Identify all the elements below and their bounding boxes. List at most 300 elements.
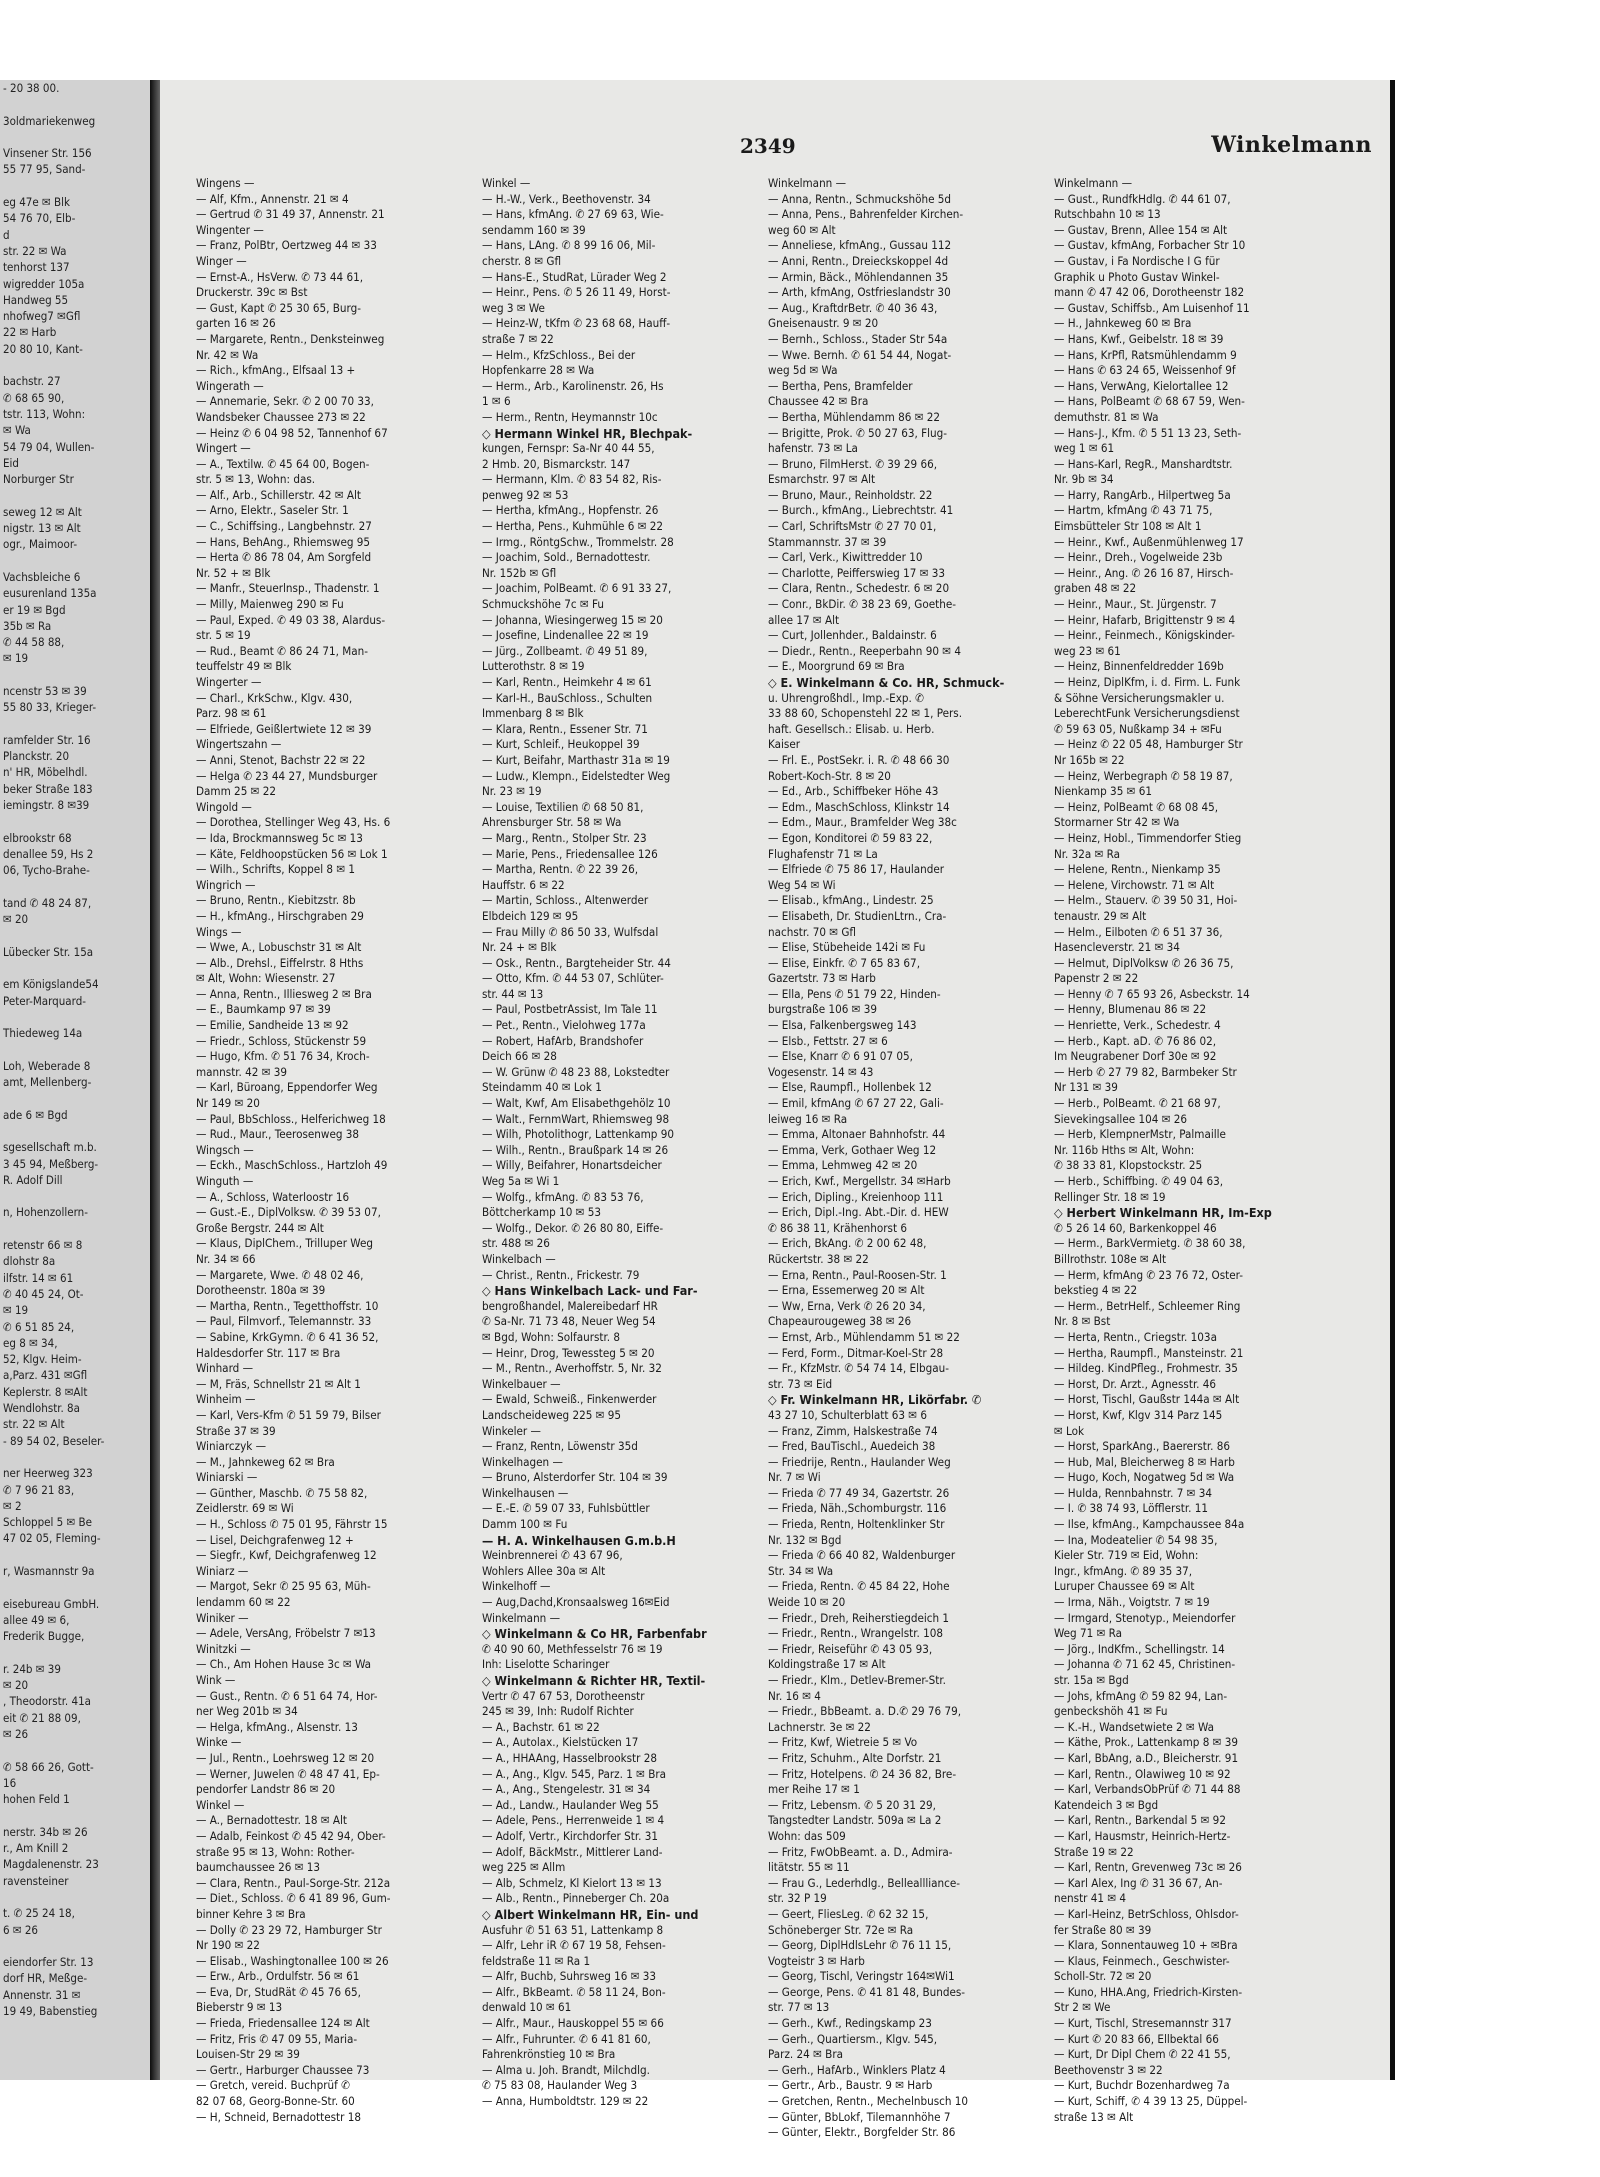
directory-entry-line: Sievekingsallee 104 ✉ 26: [1054, 1111, 1188, 1126]
directory-entry-line: Robert-Koch-Str. 8 ✉ 20: [768, 768, 891, 783]
directory-entry-line: weg 225 ✉ Allm: [482, 1860, 566, 1875]
directory-entry-line: u. Uhrengroßhdl., Imp.-Exp. ✆: [768, 690, 924, 705]
directory-entry-line: — Fritz, FwObBeamt. a. D., Admira-: [768, 1844, 953, 1859]
left-page-line: ✆ 7 96 21 83,: [3, 1482, 75, 1497]
directory-entry-line: — Heinz, DiplKfm, i. d. Firm. L. Funk: [1054, 675, 1241, 689]
directory-entry-line: denwald 10 ✉ 61: [482, 2000, 572, 2015]
directory-entry-line: — Gretchen, Rentn., Mechelnbusch 10: [768, 2094, 969, 2109]
directory-entry-line: Hopfenkarre 28 ✉ Wa: [482, 363, 595, 378]
directory-entry-line: — Johs, kfmAng ✆ 59 82 94, Lan-: [1054, 1688, 1228, 1703]
directory-entry-line: Nienkamp 35 ✉ 61: [1054, 784, 1152, 799]
directory-entry-line: Nr 149 ✉ 20: [196, 1096, 260, 1111]
directory-entry-line: — Edm., MaschSchloss, Klinkstr 14: [768, 799, 950, 814]
left-page-line: [0, 1889, 150, 1905]
left-page-line: [0, 813, 150, 829]
directory-entry-line: — Henny, Blumenau 86 ✉ 22: [1054, 1002, 1207, 1017]
directory-entry-line: Winheim —: [196, 1392, 256, 1407]
left-page-line: Thiedeweg 14a: [3, 1026, 83, 1041]
left-page-line: [0, 1123, 150, 1139]
directory-entry-line: — I. ✆ 38 74 93, Löfflerstr. 11: [1054, 1501, 1208, 1516]
left-page-line: , Theodorstr. 41a: [3, 1694, 92, 1709]
directory-entry-line: — Horst, SparkAng., Baererstr. 86: [1054, 1439, 1231, 1454]
directory-entry-line: — Ernst-A., HsVerw. ✆ 73 44 61,: [196, 269, 364, 284]
left-page-line: - 20 38 00.: [3, 81, 60, 95]
directory-entry-line: — Kurt ✆ 20 83 66, Ellbektal 66: [1054, 2031, 1219, 2046]
left-page-line: amt, Mellenberg-: [3, 1075, 92, 1090]
directory-entry-line: Nr. 52 + ✉ Blk: [196, 565, 271, 580]
directory-entry-line: Eimsbütteler Str 108 ✉ Alt 1: [1054, 519, 1202, 534]
left-page-line: wigredder 105a: [3, 276, 85, 291]
directory-entry-line: — Aug,Dachd,Kronsaalsweg 16✉Eid: [482, 1595, 670, 1610]
directory-entry-line: — Alfr., Maur., Hauskoppel 55 ✉ 66: [482, 2016, 664, 2031]
directory-entry-line: Parz. 24 ✉ Bra: [768, 2047, 844, 2062]
directory-entry-line: Rückertstr. 38 ✉ 22: [768, 1251, 869, 1266]
column-3: [768, 176, 1026, 2140]
directory-entry-line: — George, Pens. ✆ 41 81 48, Bundes-: [768, 1984, 966, 1999]
directory-entry-line: — Hugo, Koch, Nogatweg 5d ✉ Wa: [1054, 1470, 1235, 1485]
directory-entry-line: Winkelhoff —: [482, 1579, 551, 1594]
directory-entry-line: — Henny ✆ 7 65 93 26, Asbeckstr. 14: [1054, 986, 1250, 1001]
directory-entry-line: — H.-W., Verk., Beethovenstr. 34: [482, 191, 651, 206]
directory-entry-line: — Frieda, Rentn, Holtenklinker Str: [768, 1517, 945, 1532]
directory-entry-line: — Paul, PostbetrAssist, Im Tale 11: [482, 1002, 658, 1017]
directory-entry-line: haft. Gesellsch.: Elisab. u. Herb.: [768, 721, 935, 736]
left-page-line: 47 02 05, Fleming-: [3, 1531, 101, 1546]
directory-entry-line: — Emma, Verk, Gothaer Weg 12: [768, 1142, 937, 1157]
directory-entry-line: — E., Baumkamp 97 ✉ 39: [196, 1002, 331, 1017]
left-page-line: seweg 12 ✉ Alt: [3, 504, 82, 519]
directory-entry-line: genbeckshöh 41 ✉ Fu: [1054, 1704, 1168, 1719]
directory-entry-line: — Fritz, Kwf, Wietreie 5 ✉ Vo: [768, 1735, 918, 1750]
directory-entry-line: Lutterothstr. 8 ✉ 19: [482, 659, 585, 674]
directory-entry-line: ✆ 59 63 05, Nußkamp 34 + ✉Fu: [1054, 721, 1222, 736]
directory-entry-line: — Helga, kfmAng., Alsenstr. 13: [196, 1719, 358, 1734]
directory-entry-line: — Fritz, Lebensm. ✆ 5 20 31 29,: [768, 1797, 936, 1812]
directory-entry-line: Wink —: [196, 1673, 236, 1687]
directory-entry-line: — Ewald, Schweiß., Finkenwerder: [482, 1392, 657, 1407]
directory-entry-line: — Alf., Arb., Schillerstr. 42 ✉ Alt: [196, 487, 362, 502]
left-page-line: [0, 96, 150, 112]
directory-entry-line: — Herb., Schiffbing. ✆ 49 04 63,: [1054, 1174, 1224, 1188]
directory-entry-line: — Günter, BbLokf, Tilemannhöhe 7: [768, 2109, 951, 2124]
directory-entry-line: Str. 34 ✉ Wa: [768, 1563, 834, 1578]
directory-entry-line: weg 1 ✉ 61: [1054, 441, 1115, 456]
left-page-line: Keplerstr. 8 ✉Alt: [3, 1384, 88, 1399]
left-page-line: retenstr 66 ✉ 8: [3, 1238, 83, 1253]
directory-entry-line: str. 32 P 19: [768, 1891, 827, 1906]
directory-entry-line: pendorfer Landstr 86 ✉ 20: [196, 1782, 336, 1797]
directory-entry-line: — A., Ang., Stengelestr. 31 ✉ 34: [482, 1782, 651, 1797]
directory-entry-line: — Alb., Drehsl., Eiffelrstr. 8 Hths: [196, 955, 364, 970]
directory-entry-line: — Else, Raumpfl., Hollenbek 12: [768, 1080, 932, 1095]
directory-entry-line: — Ilse, kfmAng., Kampchaussee 84a: [1054, 1517, 1245, 1532]
directory-entry-line: — Milly, Maienweg 290 ✉ Fu: [196, 597, 344, 612]
directory-entry-line: — Klaus, Feinmech., Geschwister-: [1054, 1953, 1230, 1968]
directory-entry-line: — Ella, Pens ✆ 51 79 22, Hinden-: [768, 986, 941, 1001]
directory-entry-line: — Elsa, Falkenbergsweg 143: [768, 1018, 917, 1033]
directory-entry-line: — Fred, BauTischl., Auedeich 38: [768, 1439, 936, 1454]
directory-entry-line: — Ferd, Form., Ditmar-Koel-Str 28: [768, 1345, 944, 1360]
column-2: [482, 176, 740, 2109]
directory-entry-line: — Heinr., Kwf., Außenmühlenweg 17: [1054, 534, 1244, 549]
directory-entry-line: — Klara, Sonnentauweg 10 + ✉Bra: [1054, 1938, 1238, 1953]
directory-entry-line: — Friedr, Reiseführ ✆ 43 05 93,: [768, 1641, 933, 1656]
directory-entry-line: — Dolly ✆ 23 29 72, Hamburger Str: [196, 1922, 382, 1937]
left-page-line: ✉ 19: [3, 651, 29, 666]
directory-entry-line: — Marie, Pens., Friedensallee 126: [482, 846, 658, 861]
directory-entry-line: str. 44 ✉ 13: [482, 986, 544, 1001]
directory-entry-line: — Herb ✆ 27 79 82, Barmbeker Str: [1054, 1064, 1237, 1079]
directory-entry-line: ◇ Winkelmann & Richter HR, Textil-: [482, 1673, 706, 1688]
directory-entry-line: Stormarner Str 42 ✉ Wa: [1054, 815, 1180, 830]
directory-entry-line: ✆ 86 38 11, Krähenhorst 6: [768, 1220, 908, 1235]
directory-entry-line: Winkel —: [482, 176, 531, 190]
directory-entry-line: Parz. 98 ✉ 61: [196, 706, 267, 721]
directory-entry-line: — Helene, Virchowstr. 71 ✉ Alt: [1054, 877, 1215, 892]
directory-entry-line: sendamm 160 ✉ 39: [482, 222, 586, 237]
directory-entry-line: — Hans, kfmAng. ✆ 27 69 63, Wie-: [482, 207, 664, 222]
directory-entry-line: — Frau Milly ✆ 86 50 33, Wulfsdal: [482, 924, 659, 939]
directory-entry-line: — Irma, Näh., Voigtstr. 7 ✉ 19: [1054, 1595, 1210, 1610]
directory-entry-line: — Bruno, Rentn., Kiebitzstr. 8b: [196, 893, 356, 908]
directory-entry-line: — Wilh, Photolithogr, Lattenkamp 90: [482, 1127, 674, 1142]
directory-entry-line: Winkelmann —: [768, 176, 847, 190]
directory-entry-line: mann ✆ 47 42 06, Dorotheenstr 182: [1054, 285, 1245, 300]
directory-entry-line: — Herm., BetrHelf., Schleemer Ring: [1054, 1298, 1241, 1313]
directory-entry-line: — Clara, Rentn., Paul-Sorge-Str. 212a: [196, 1875, 391, 1890]
directory-entry-line: — Ida, Brockmannsweg 5c ✉ 13: [196, 830, 363, 845]
directory-entry-line: Vertr ✆ 47 67 53, Dorotheenstr: [482, 1688, 645, 1703]
left-page-line: beker Straße 183: [3, 781, 93, 796]
column-1: [196, 176, 454, 2124]
directory-entry-line: — Gustav, Schiffsb., Am Luisenhof 11: [1054, 300, 1250, 315]
directory-entry-line: — Geert, FliesLeg. ✆ 62 32 15,: [768, 1906, 929, 1921]
directory-entry-line: — W. Grünw ✆ 48 23 88, Lokstedter: [482, 1064, 670, 1079]
directory-entry-line: — Herta, Rentn., Criegstr. 103a: [1054, 1329, 1217, 1344]
directory-entry-line: — Martin, Schloss., Altenwerder: [482, 893, 649, 908]
directory-entry-line: — Martha, Rentn., Tegetthoffstr. 10: [196, 1298, 379, 1313]
directory-entry-line: 1 ✉ 6: [482, 394, 511, 409]
left-page-line: ramfelder Str. 16: [3, 732, 91, 747]
directory-entry-line: — Günter, Elektr., Borgfelder Str. 86: [768, 2125, 956, 2140]
directory-entry-line: — Else, Knarr ✆ 6 91 07 05,: [768, 1049, 913, 1064]
left-page-line: Planckstr. 20: [3, 749, 70, 764]
directory-entry-line: — Arth, kfmAng, Ostfrieslandstr 30: [768, 285, 951, 300]
directory-entry-line: — Klara, Rentn., Essener Str. 71: [482, 721, 648, 736]
left-page-line: [0, 1645, 150, 1661]
left-page-line: eusurenland 135a: [3, 586, 97, 601]
directory-entry-line: — Willy, Beifahrer, Honartsdeicher: [482, 1158, 662, 1173]
left-page-line: 19 49, Babenstieg: [3, 2004, 98, 2019]
directory-entry-line: Winke —: [196, 1735, 242, 1750]
directory-entry-line: Katendeich 3 ✉ Bgd: [1054, 1797, 1159, 1812]
directory-entry-line: mer Reihe 17 ✉ 1: [768, 1782, 860, 1797]
directory-entry-line: Kaiser: [768, 737, 801, 752]
directory-entry-line: kungen, Fernspr: Sa-Nr 40 44 55,: [482, 441, 655, 456]
directory-entry-line: — A., Schloss, Waterloostr 16: [196, 1189, 350, 1204]
directory-entry-line: & Söhne Versicherungsmakler u.: [1054, 690, 1225, 705]
directory-entry-line: Fahrenkrönstieg 10 ✉ Bra: [482, 2047, 616, 2062]
directory-entry-line: Nr. 34 ✉ 66: [196, 1251, 256, 1266]
left-page-line: 3 45 94, Meßberg-: [3, 1156, 99, 1171]
directory-entry-line: — Margarete, Rentn., Denksteinweg: [196, 331, 385, 346]
directory-entry-line: — Jörg., IndKfm., Schellingstr. 14: [1054, 1641, 1225, 1656]
directory-entry-line: Wingsch —: [196, 1142, 254, 1157]
directory-entry-line: Ingr., kfmAng. ✆ 89 35 37,: [1054, 1563, 1193, 1578]
left-page-line: ncenstr 53 ✉ 39: [3, 683, 87, 698]
directory-entry-line: — Burch., kfmAng., Liebrechtstr. 41: [768, 503, 954, 518]
directory-entry-line: — Johanna ✆ 71 62 45, Christinen-: [1054, 1657, 1236, 1672]
directory-entry-line: mannstr. 42 ✉ 39: [196, 1064, 288, 1079]
left-page-line: [0, 1579, 150, 1595]
left-page-line: r., Am Knill 2: [3, 1841, 69, 1856]
directory-entry-line: — Heinz ✆ 22 05 48, Hamburger Str: [1054, 737, 1243, 752]
left-page-line: [0, 927, 150, 943]
directory-entry-line: — Bruno, Alsterdorfer Str. 104 ✉ 39: [482, 1470, 668, 1485]
left-page-line: Frederik Bugge,: [3, 1629, 85, 1644]
directory-entry-line: Winiarz —: [196, 1563, 249, 1578]
directory-entry-line: Scholl-Str. 72 ✉ 20: [1054, 1969, 1152, 1984]
directory-entry-line: — Helm., Stauerv. ✆ 39 50 31, Hoi-: [1054, 893, 1238, 908]
directory-entry-line: Nr. 23 ✉ 19: [482, 784, 542, 799]
left-page-line: [0, 178, 150, 194]
directory-entry-line: Winkelbauer —: [482, 1376, 561, 1391]
directory-entry-line: Kieler Str. 719 ✉ Eid, Wohn:: [1054, 1548, 1199, 1563]
directory-entry-line: — Sabine, KrkGymn. ✆ 6 41 36 52,: [196, 1329, 379, 1344]
directory-entry-line: — Margot, Sekr ✆ 25 95 63, Müh-: [196, 1579, 371, 1594]
directory-entry-line: — Aug., KraftdrBetr. ✆ 40 36 43,: [768, 300, 938, 315]
left-page-line: 6 ✉ 26: [3, 1922, 38, 1937]
directory-entry-line: Wingerath —: [196, 378, 264, 393]
directory-entry-line: — Erna, Essemerweg 20 ✉ Alt: [768, 1283, 925, 1298]
directory-entry-line: Winiker —: [196, 1610, 249, 1625]
directory-entry-line: Nr. 132 ✉ Bgd: [768, 1532, 842, 1547]
directory-entry-line: weg 5d ✉ Wa: [768, 363, 838, 378]
directory-entry-line: — Anna, Rentn., Schmuckshöhe 5d: [768, 191, 952, 206]
directory-entry-line: — Bertha, Mühlendamm 86 ✉ 22: [768, 409, 941, 424]
directory-entry-line: — Christ., Rentn., Frickestr. 79: [482, 1267, 640, 1282]
directory-entry-line: Winkel —: [196, 1797, 245, 1812]
directory-entry-line: Koldingstraße 17 ✉ Alt: [768, 1657, 886, 1672]
directory-entry-line: ✆ Sa-Nr. 71 73 48, Neuer Weg 54: [482, 1314, 656, 1329]
directory-entry-line: — Fritz, Schuhm., Alte Dorfstr. 21: [768, 1750, 942, 1765]
directory-entry-line: — Franz, Zimm, Halskestraße 74: [768, 1423, 938, 1438]
directory-entry-line: — Hans, LAng. ✆ 8 99 16 06, Mil-: [482, 238, 656, 253]
directory-entry-line: leiweg 16 ✉ Ra: [768, 1111, 848, 1126]
directory-entry-line: Winitzki —: [196, 1641, 251, 1656]
left-page-line: [0, 1188, 150, 1204]
directory-entry-line: — Hertha, Raumpfl., Mansteinstr. 21: [1054, 1345, 1244, 1360]
directory-entry-line: — Karl, Büroang, Eppendorfer Weg: [196, 1080, 378, 1095]
directory-entry-line: — Werner, Juwelen ✆ 48 47 41, Ep-: [196, 1766, 380, 1781]
directory-entry-line: — Diet., Schloss. ✆ 6 41 89 96, Gum-: [196, 1891, 391, 1906]
left-page-line: eisebureau GmbH.: [3, 1596, 100, 1611]
directory-entry-line: Winkelhagen —: [482, 1454, 563, 1469]
directory-entry-line: — Frieda ✆ 66 40 82, Waldenburger: [768, 1548, 956, 1563]
directory-entry-line: — Alb, Schmelz, Kl Kielort 13 ✉ 13: [482, 1875, 662, 1890]
directory-entry-line: Inh: Liselotte Scharinger: [482, 1657, 610, 1672]
directory-entry-line: — Erna, Rentn., Paul-Roosen-Str. 1: [768, 1267, 947, 1282]
left-page-line: iemingstr. 8 ✉39: [3, 798, 90, 813]
directory-entry-line: ◇ Fr. Winkelmann HR, Likörfabr. ✆: [768, 1392, 982, 1408]
directory-entry-line: — Walt, Kwf, Am Elisabethgehölz 10: [482, 1096, 671, 1111]
directory-entry-line: — Alfr., BkBeamt. ✆ 58 11 24, Bon-: [482, 1984, 666, 1999]
directory-entry-line: garten 16 ✉ 26: [196, 316, 276, 331]
directory-entry-line: Rutschbahn 10 ✉ 13: [1054, 207, 1161, 222]
directory-entry-line: — Georg, DiplHdlsLehr ✆ 76 11 15,: [768, 1938, 952, 1953]
left-page-line: Wendlohstr. 8a: [3, 1401, 80, 1416]
directory-entry-line: str. 5 ✉ 13, Wohn: das.: [196, 472, 316, 487]
directory-entry-line: — Alf, Kfm., Annenstr. 21 ✉ 4: [196, 191, 349, 206]
left-page-line: eg 47e ✉ Blk: [3, 195, 70, 210]
left-page-line: dlohstr 8a: [3, 1254, 56, 1269]
directory-entry-line: — Heinr., Pens. ✆ 5 26 11 49, Horst-: [482, 285, 671, 300]
directory-entry-line: Graphik u Photo Gustav Winkel-: [1054, 269, 1220, 284]
directory-entry-line: — Arno, Elektr., Saseler Str. 1: [196, 503, 349, 518]
directory-entry-line: Landscheideweg 225 ✉ 95: [482, 1407, 622, 1422]
directory-entry-line: Wingertszahn —: [196, 737, 282, 752]
directory-entry-line: Wohn: das 509: [768, 1828, 846, 1843]
directory-entry-line: — Curt, Jollenhder., Baldainstr. 6: [768, 628, 937, 643]
left-page-line: str. 22 ✉ Wa: [3, 243, 67, 258]
directory-entry-line: — Dorothea, Stellinger Weg 43, Hs. 6: [196, 815, 391, 830]
left-page-line: 54 76 70, Elb-: [3, 211, 76, 226]
left-page-line: ade 6 ✉ Bgd: [3, 1107, 68, 1122]
left-page-line: [0, 1042, 150, 1058]
directory-entry-line: — Gust, Kapt ✆ 25 30 65, Burg-: [196, 300, 361, 315]
directory-entry-line: baumchaussee 26 ✉ 13: [196, 1860, 321, 1875]
directory-entry-line: — Adolf, Vertr., Kirchdorfer Str. 31: [482, 1828, 658, 1843]
directory-entry-line: Große Bergstr. 244 ✉ Alt: [196, 1220, 324, 1235]
directory-entry-line: Nr 190 ✉ 22: [196, 1938, 260, 1953]
directory-entry-line: — Heinr., Ang. ✆ 26 16 87, Hirsch-: [1054, 565, 1234, 580]
directory-entry-line: — Helene, Rentn., Nienkamp 35: [1054, 862, 1221, 877]
directory-entry-line: nachstr. 70 ✉ Gfl: [768, 924, 857, 939]
left-page-line: [0, 553, 150, 569]
directory-entry-line: feldstraße 11 ✉ Ra 1: [482, 1953, 591, 1968]
directory-entry-line: straße 95 ✉ 13, Wohn: Rother-: [196, 1844, 355, 1859]
directory-entry-line: — Frieda ✆ 77 49 34, Gazertstr. 26: [768, 1485, 950, 1500]
directory-entry-line: — E., Moorgrund 69 ✉ Bra: [768, 659, 905, 674]
directory-entry-line: — Ina, Modeatelier ✆ 54 98 35,: [1054, 1532, 1218, 1547]
left-page-line: [0, 1547, 150, 1563]
directory-entry-line: — Friedr., Klm., Detlev-Bremer-Str.: [768, 1673, 946, 1687]
left-page-line: eit ✆ 21 88 09,: [3, 1710, 81, 1725]
directory-entry-line: — M., Rentn., Averhoffstr. 5, Nr. 32: [482, 1361, 662, 1376]
directory-entry-line: — Gust., Rentn. ✆ 6 51 64 74, Hor-: [196, 1688, 378, 1703]
directory-entry-line: — Walt., FernmWart, Rhiemsweg 98: [482, 1111, 670, 1126]
directory-entry-line: — Kurt, Buchdr Bozenhardweg 7a: [1054, 2078, 1230, 2093]
directory-entry-line: — Karl, Rentn., Barkendal 5 ✉ 92: [1054, 1813, 1226, 1828]
directory-entry-line: — Egon, Konditorei ✆ 59 83 22,: [768, 830, 933, 845]
directory-entry-line: — Ludw., Klempn., Eidelstedter Weg: [482, 768, 671, 783]
directory-entry-line: burgstraße 106 ✉ 39: [768, 1002, 877, 1017]
left-page-line: Norburger Str: [3, 472, 74, 487]
left-page-line: ravensteiner: [3, 1873, 69, 1888]
directory-entry-line: Elbdeich 129 ✉ 95: [482, 908, 579, 923]
left-page-line: Lübecker Str. 15a: [3, 944, 94, 959]
page-number: 2349: [740, 134, 796, 158]
directory-entry-line: Beethovenstr 3 ✉ 22: [1054, 2062, 1163, 2077]
left-page-line: 55 77 95, Sand-: [3, 162, 86, 177]
directory-entry-line: Nr. 24 + ✉ Blk: [482, 940, 557, 955]
directory-entry-line: — Fritz, Hotelpens. ✆ 24 36 82, Bre-: [768, 1766, 957, 1781]
directory-entry-line: — Louise, Textilien ✆ 68 50 81,: [482, 799, 644, 814]
left-page-line: Handweg 55: [3, 292, 69, 307]
left-page-line: dorf HR, Meßge-: [3, 1971, 88, 1986]
directory-entry-line: — Horst, Kwf, Klgv 314 Parz 145: [1054, 1407, 1223, 1422]
left-page-line: nhofweg7 ✉Gfl: [3, 309, 81, 324]
directory-entry-line: — Karl, Vers-Kfm ✆ 51 59 79, Bilser: [196, 1407, 381, 1422]
directory-entry-line: Winkelmann —: [1054, 176, 1133, 190]
directory-entry-line: Wingrich —: [196, 877, 256, 892]
left-page-line: hohen Feld 1: [3, 1792, 70, 1807]
directory-entry-line: — M., Jahnkeweg 62 ✉ Bra: [196, 1454, 335, 1469]
directory-entry-line: — Friedr., Dreh, Reiherstiegdeich 1: [768, 1610, 950, 1625]
directory-entry-line: ✆ 40 90 60, Methfesselstr 76 ✉ 19: [482, 1641, 663, 1656]
left-page-line: Eid: [3, 455, 19, 470]
directory-entry-line: — Conr., BkDir. ✆ 38 23 69, Goethe-: [768, 597, 957, 612]
directory-entry-line: litätstr. 55 ✉ 11: [768, 1860, 850, 1875]
directory-entry-line: — Anna, Rentn., Illiesweg 2 ✉ Bra: [196, 986, 372, 1001]
directory-entry-line: — Wilh., Rentn., Braußpark 14 ✉ 26: [482, 1142, 669, 1157]
directory-entry-line: straße 13 ✉ Alt: [1054, 2109, 1134, 2124]
left-page-line: tenhorst 137: [3, 260, 70, 275]
directory-entry-line: — Anna, Pens., Bahrenfelder Kirchen-: [768, 207, 964, 222]
left-page-line: R. Adolf Dill: [3, 1172, 63, 1187]
left-page-line: ner Heerweg 323: [3, 1466, 93, 1481]
directory-entry-line: — Gustav, kfmAng, Forbacher Str 10: [1054, 238, 1246, 253]
directory-entry-line: — Heinr., Feinmech., Königskinder-: [1054, 628, 1235, 643]
left-page-line: [0, 357, 150, 373]
directory-entry-line: weg 23 ✉ 61: [1054, 643, 1121, 658]
directory-entry-line: — Alfr, Lehr iR ✆ 67 19 58, Fehsen-: [482, 1938, 666, 1953]
directory-entry-line: Schmuckshöhe 7c ✉ Fu: [482, 597, 605, 612]
directory-entry-line: — A., Bernadottestr. 18 ✉ Alt: [196, 1813, 347, 1828]
left-page-line: [0, 667, 150, 683]
directory-entry-line: — Wilh., Schrifts, Koppel 8 ✉ 1: [196, 862, 356, 877]
directory-entry-line: Rellinger Str. 18 ✉ 19: [1054, 1189, 1166, 1204]
directory-entry-line: ◇ Hermann Winkel HR, Blechpak-: [482, 425, 693, 441]
left-page-line: Vinsener Str. 156: [3, 146, 92, 161]
directory-entry-line: — Jürg., Zollbeamt. ✆ 49 51 89,: [482, 643, 648, 658]
directory-entry-line: straße 7 ✉ 22: [482, 331, 554, 346]
directory-entry-line: Wingens —: [196, 176, 255, 190]
directory-entry-line: — Rud., Maur., Teerosenweg 38: [196, 1127, 360, 1142]
directory-entry-line: Winhard —: [196, 1361, 254, 1376]
directory-entry-line: — Gertr., Harburger Chaussee 73: [196, 2062, 370, 2077]
directory-entry-line: — Charlotte, Peifferswieg 17 ✉ 33: [768, 565, 946, 580]
directory-entry-line: Hauffstr. 6 ✉ 22: [482, 877, 565, 892]
directory-entry-line: — Kuno, HHA.Ang, Friedrich-Kirsten-: [1054, 1984, 1243, 1999]
directory-entry-line: — Adolf, BäckMstr., Mittlerer Land-: [482, 1844, 663, 1859]
directory-entry-line: Winkelmann —: [482, 1610, 561, 1625]
directory-entry-line: Nr. 8 ✉ Bst: [1054, 1314, 1111, 1329]
directory-entry-line: Winkeler —: [482, 1423, 541, 1438]
directory-entry-line: — Heinr., Maur., St. Jürgenstr. 7: [1054, 597, 1217, 612]
directory-entry-line: — Erich, Dipling., Kreienhoop 111: [768, 1189, 944, 1204]
directory-entry-line: str. 77 ✉ 13: [768, 2000, 830, 2015]
directory-entry-line: — Margarete, Wwe. ✆ 48 02 46,: [196, 1267, 364, 1282]
directory-entry-line: — Herta ✆ 86 78 04, Am Sorgfeld: [196, 550, 372, 565]
directory-entry-line: Immenbarg 8 ✉ Blk: [482, 706, 584, 721]
directory-entry-line: bekstieg 4 ✉ 22: [1054, 1283, 1138, 1298]
left-page-line: ✆ 6 51 85 24,: [3, 1319, 75, 1334]
directory-entry-line: — Hans, BehAng., Rhiemsweg 95: [196, 534, 371, 549]
directory-entry-line: — Frieda, Rentn. ✆ 45 84 22, Hohe: [768, 1579, 950, 1594]
column-4: [1054, 176, 1312, 2124]
directory-entry-line: — Herm., Rentn, Heymannstr 10c: [482, 409, 658, 424]
